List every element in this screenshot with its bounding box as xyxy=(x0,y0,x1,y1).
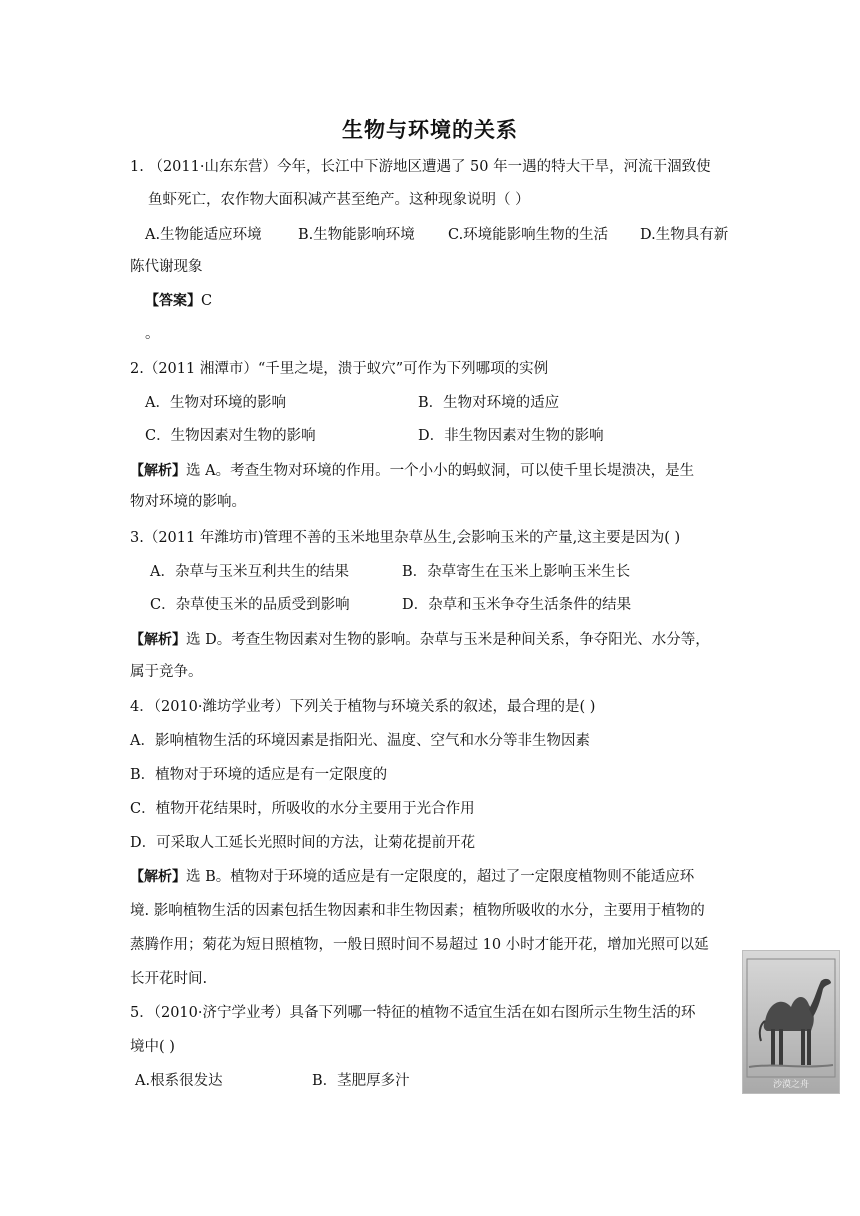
analysis-text: 选 A。考查生物对环境的作用。一个小小的蚂蚁洞，可以使千里长堤溃决，是生 xyxy=(186,463,695,479)
camel-photo xyxy=(742,950,840,1094)
q4-analysis-line2: 境. 影响植物生活的因素包括生物因素和非生物因素；植物所吸收的水分，主要用于植物的 xyxy=(130,903,705,919)
q2-analysis-line2: 物对环境的影响。 xyxy=(130,494,246,510)
q4-analysis-line4: 长开花时间. xyxy=(130,971,208,987)
q2-option-a: A．生物对环境的影响 xyxy=(145,395,286,411)
q4-option-d: D．可采取人工延长光照时间的方法，让菊花提前开花 xyxy=(130,835,476,851)
q3-option-c: C．杂草使玉米的品质受到影响 xyxy=(150,597,350,613)
q2-option-d: D．非生物因素对生物的影响 xyxy=(418,428,604,444)
q1-dot: 。 xyxy=(145,326,160,342)
answer-value: C xyxy=(201,293,213,309)
figure-caption: 沙漠之舟 xyxy=(772,1080,810,1090)
analysis-tag: 【解析】 xyxy=(130,463,186,479)
q2-analysis-line1 xyxy=(130,461,694,481)
q5-stem-line1: 5．（2010·济宁学业考）具备下列哪一特征的植物不适宜生活在如右图所示生物生活的环 xyxy=(130,1005,696,1021)
analysis-tag: 【解析】 xyxy=(130,632,186,648)
q1-option-c: C.环境能影响生物的生活 xyxy=(448,227,609,243)
q3-option-b: B．杂草寄生在玉米上影响玉米生长 xyxy=(402,564,631,580)
q5-option-a: A.根系很发达 xyxy=(135,1073,223,1089)
q3-analysis-line2: 属于竞争。 xyxy=(130,664,203,680)
q1-answer xyxy=(145,291,212,311)
q4-stem: 4．（2010·潍坊学业考）下列关于植物与环境关系的叙述，最合理的是( ) xyxy=(130,699,596,715)
q4-option-a: A．影响植物生活的环境因素是指阳光、温度、空气和水分等非生物因素 xyxy=(130,733,590,749)
q1-option-d: D.生物具有新 xyxy=(640,227,729,243)
q1-option-d-cont: 陈代谢现象 xyxy=(130,259,203,275)
q3-stem: 3.（2011 年潍坊市)管理不善的玉米地里杂草丛生,会影响玉米的产量,这主要是因为( ) xyxy=(130,530,681,546)
q3-analysis-line1 xyxy=(130,630,710,650)
analysis-tag: 【解析】 xyxy=(130,869,186,885)
q4-analysis-line3: 蒸腾作用；菊花为短日照植物，一般日照时间不易超过 10 小时才能开花，增加光照可以延 xyxy=(130,937,709,953)
analysis-text: 选 B。植物对于环境的适应是有一定限度的，超过了一定限度植物则不能适应环 xyxy=(186,869,695,885)
q1-option-a: A.生物能适应环境 xyxy=(145,227,262,243)
camel-icon xyxy=(743,951,839,1093)
q1-stem-line2: 鱼虾死亡，农作物大面积减产甚至绝产。这种现象说明（ ） xyxy=(148,192,530,208)
q4-option-b: B．植物对于环境的适应是有一定限度的 xyxy=(130,767,388,783)
q2-option-c: C．生物因素对生物的影响 xyxy=(145,428,316,444)
page-title: 生物与环境的关系 xyxy=(342,118,518,142)
q3-option-d: D．杂草和玉米争夺生活条件的结果 xyxy=(402,597,632,613)
q2-option-b: B．生物对环境的适应 xyxy=(418,395,560,411)
q4-option-c: C．植物开花结果时，所吸收的水分主要用于光合作用 xyxy=(130,801,475,817)
q5-option-b: B．茎肥厚多汁 xyxy=(312,1073,410,1089)
q3-option-a: A．杂草与玉米互利共生的结果 xyxy=(150,564,349,580)
q1-stem-line1: 1. （2011·山东东营）今年，长江中下游地区遭遇了 50 年一遇的特大干旱，河流干涸致使 xyxy=(130,159,711,175)
analysis-text: 选 D。考查生物因素对生物的影响。杂草与玉米是种间关系，争夺阳光、水分等， xyxy=(186,632,710,648)
q1-option-b: B.生物能影响环境 xyxy=(298,227,415,243)
q4-analysis-line1 xyxy=(130,867,694,887)
answer-tag: 【答案】 xyxy=(145,293,201,309)
q5-stem-line2: 境中( ) xyxy=(130,1039,175,1055)
q2-stem: 2.（2011 湘潭市）“千里之堤，溃于蚁穴”可作为下列哪项的实例 xyxy=(130,361,549,377)
